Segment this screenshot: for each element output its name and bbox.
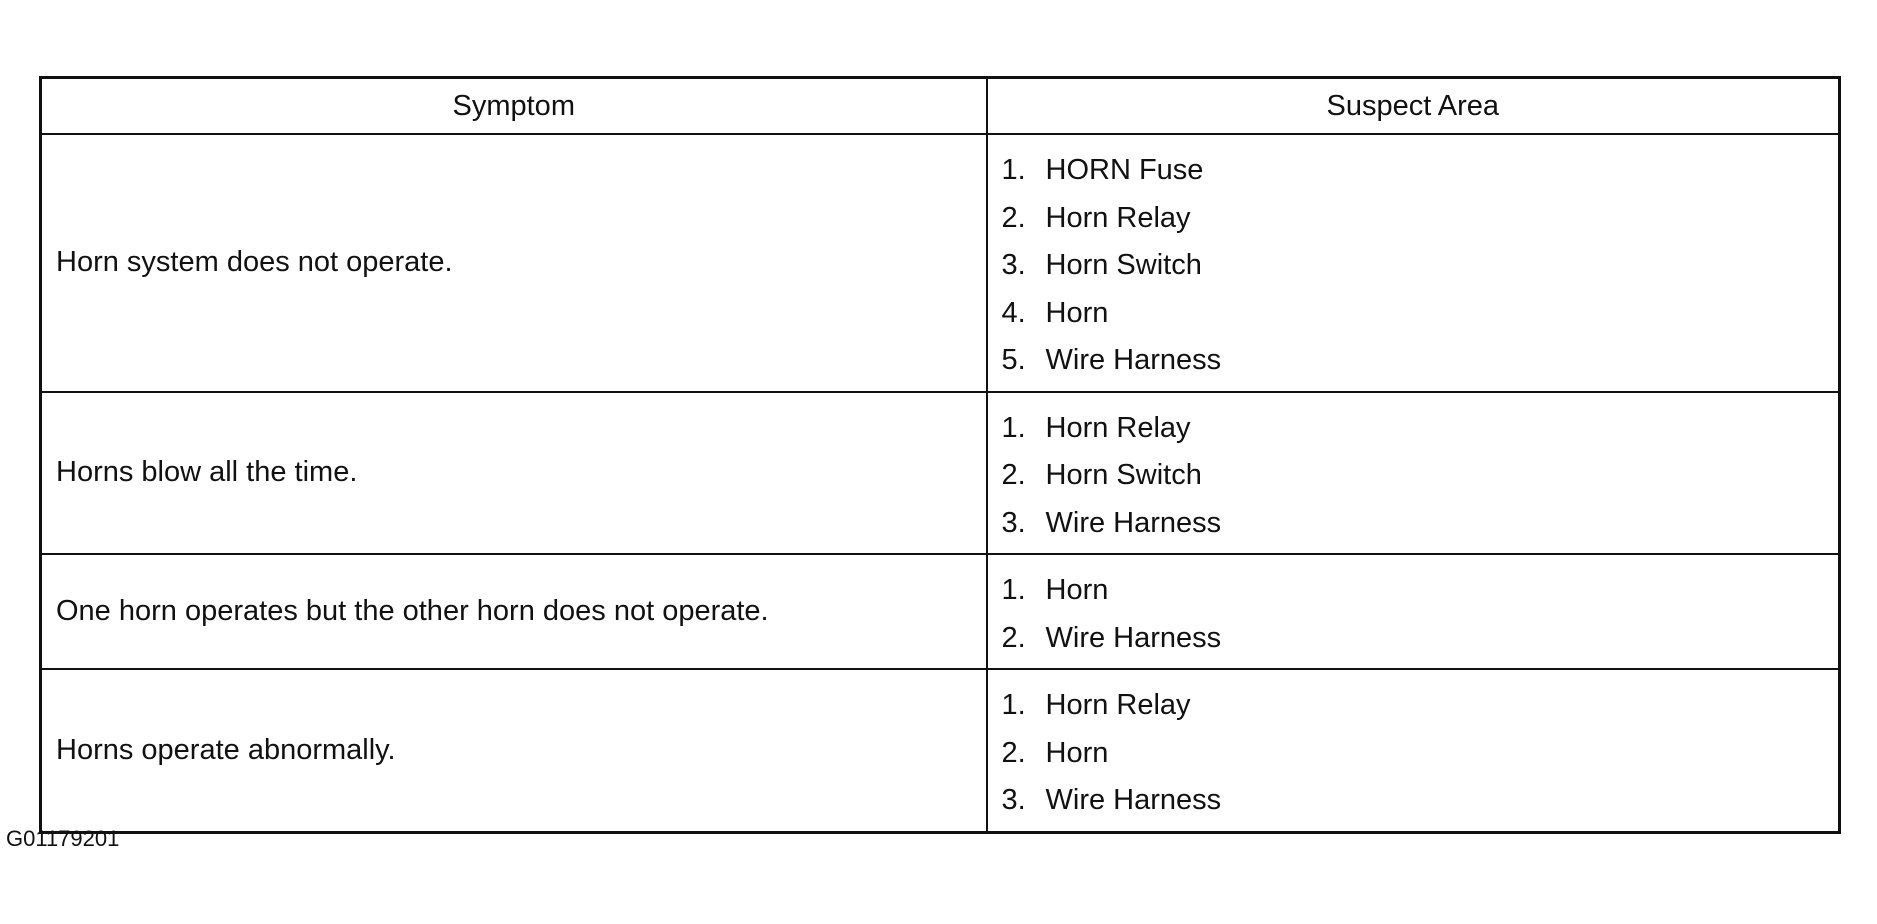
item-number: 3. [1001,249,1026,281]
suspect-list [1002,567,1839,662]
item-text: Wire Harness [1045,506,1222,539]
item-text: Horn Switch [1045,249,1202,281]
item-number: 4. [1001,296,1026,329]
suspect-area-cell [987,669,1840,832]
symptom-cell: Horn system does not operate. [41,134,987,392]
suspect-area-cell [987,134,1840,392]
item-text: Wire Harness [1045,344,1222,376]
item-number: 3. [1001,784,1026,816]
item-number: 2. [1001,621,1026,654]
item-text: HORN Fuse [1045,154,1204,186]
suspect-list [1002,405,1839,548]
suspect-item [1002,242,1839,290]
symptom-header: Symptom [41,78,987,135]
item-text: Wire Harness [1045,621,1222,654]
figure-code: G01179201 [6,826,120,851]
symptom-cell: One horn operates but the other horn does not operate. [41,554,987,669]
item-text: Horn [1045,736,1109,769]
suspect-item [1002,290,1839,338]
item-text: Horn Relay [1045,411,1191,444]
item-text: Horn Relay [1045,689,1191,721]
suspect-item [1002,682,1839,730]
header-row [41,78,1840,135]
item-text: Wire Harness [1045,784,1222,816]
suspect-item [1002,337,1839,385]
symptom-cell: Horns blow all the time. [41,392,987,555]
suspect-list [1002,147,1839,385]
suspect-area-cell [987,554,1840,669]
table-row [41,554,1840,669]
suspect-area-cell [987,392,1840,555]
item-text: Horn [1045,574,1109,606]
item-number: 3. [1001,506,1026,539]
item-number: 1. [1001,411,1026,444]
table-row [41,669,1840,832]
item-number: 2. [1001,201,1026,234]
suspect-list [1002,682,1839,825]
symptom-cell: Horns operate abnormally. [41,669,987,832]
troubleshooting-table [39,76,1841,834]
item-number: 2. [1001,736,1026,769]
table-row [41,392,1840,555]
suspect-item [1002,615,1839,663]
item-number: 5. [1001,344,1026,376]
item-number: 1. [1001,574,1026,606]
suspect-item [1002,730,1839,778]
suspect-item [1002,195,1839,243]
table-row [41,134,1840,392]
suspect-item [1002,500,1839,548]
suspect-item [1002,147,1839,195]
item-text: Horn Relay [1045,201,1191,234]
suspect-item [1002,777,1839,825]
item-text: Horn [1045,296,1109,329]
suspect-area-header: Suspect Area [987,78,1840,135]
suspect-item [1002,567,1839,615]
item-number: 1. [1001,689,1026,721]
item-number: 1. [1001,154,1026,186]
item-text: Horn Switch [1045,459,1202,491]
suspect-item [1002,452,1839,500]
suspect-item [1002,405,1839,453]
item-number: 2. [1001,459,1026,491]
